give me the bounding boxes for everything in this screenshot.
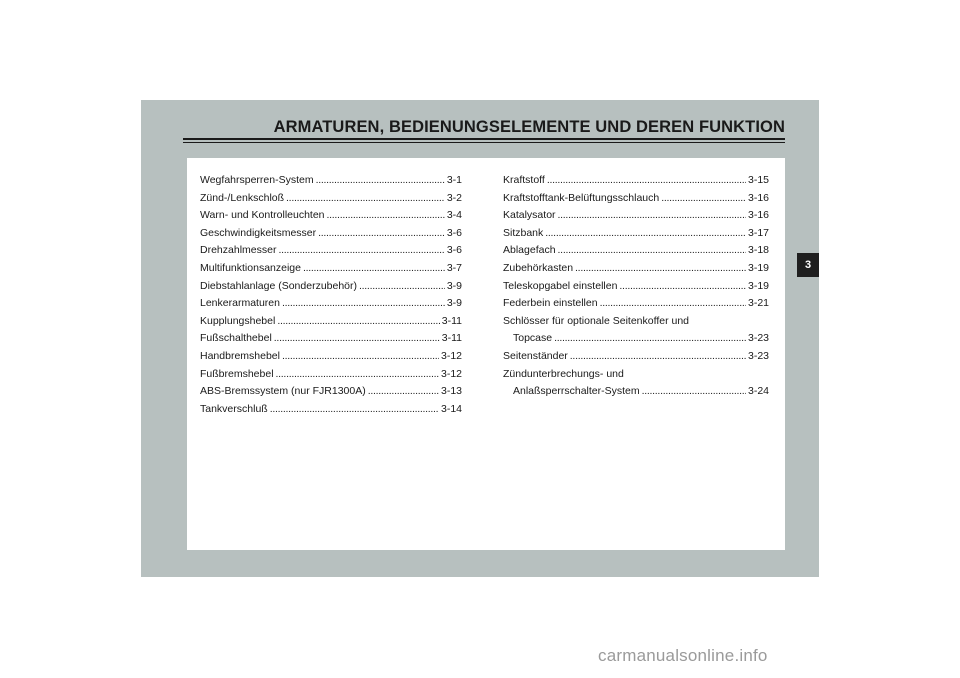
toc-entry[interactable] bbox=[200, 260, 462, 278]
toc-entry[interactable] bbox=[200, 401, 462, 419]
title-rule-thin bbox=[183, 142, 785, 143]
toc-entry-page: 3-4 bbox=[446, 209, 462, 222]
toc-entry[interactable] bbox=[200, 207, 462, 225]
toc-entry-label: Kupplungshebel bbox=[200, 314, 276, 327]
toc-entry-label: Federbein einstellen bbox=[503, 297, 598, 310]
toc-entry-page: 3-12 bbox=[440, 367, 462, 380]
leader-dots bbox=[359, 278, 445, 296]
toc-entry[interactable] bbox=[200, 190, 462, 208]
title-rule bbox=[183, 138, 785, 140]
toc-column-right bbox=[503, 172, 769, 401]
toc-entry[interactable] bbox=[200, 172, 462, 190]
leader-dots bbox=[545, 225, 746, 243]
toc-entry-page: 3-9 bbox=[446, 279, 462, 292]
leader-dots bbox=[270, 401, 439, 419]
toc-entry-label: Multifunktionsanzeige bbox=[200, 261, 301, 274]
toc-entry-label: Teleskopgabel einstellen bbox=[503, 279, 618, 292]
toc-entry[interactable] bbox=[200, 295, 462, 313]
leader-dots bbox=[274, 330, 440, 348]
toc-entry-page: 3-12 bbox=[440, 349, 462, 362]
chapter-title-wrap bbox=[183, 118, 785, 137]
chapter-tab[interactable]: 3 bbox=[797, 253, 819, 277]
watermark-text: carmanualsonline.info bbox=[598, 646, 768, 665]
toc-entry-page: 3-6 bbox=[446, 244, 462, 257]
toc-entry-label-cont: Anlaßsperrschalter-System bbox=[513, 385, 640, 398]
toc-entry[interactable] bbox=[503, 278, 769, 296]
toc-entry-label: Katalysator bbox=[503, 209, 556, 222]
leader-dots bbox=[327, 207, 445, 225]
leader-dots bbox=[368, 383, 439, 401]
leader-dots bbox=[277, 313, 439, 331]
leader-dots bbox=[619, 278, 746, 296]
toc-entry[interactable] bbox=[503, 366, 769, 401]
toc-entry-page: 3-7 bbox=[446, 261, 462, 274]
leader-dots bbox=[282, 348, 439, 366]
toc-entry-page: 3-11 bbox=[441, 314, 462, 327]
toc-entry-page: 3-2 bbox=[446, 191, 462, 204]
toc-entry-label: Tankverschluß bbox=[200, 402, 268, 415]
toc-entry-label: Zünd-/Lenkschloß bbox=[200, 191, 285, 204]
toc-entry-label: Diebstahlanlage (Sonderzubehör) bbox=[200, 279, 358, 292]
toc-entry[interactable] bbox=[503, 172, 769, 190]
toc-entry-page: 3-1 bbox=[446, 174, 462, 186]
toc-entry-label: ABS-Bremssystem (nur FJR1300A) bbox=[200, 385, 366, 398]
toc-entry-page: 3-21 bbox=[747, 297, 769, 310]
toc-entry-page: 3-11 bbox=[441, 332, 462, 345]
toc-entry-page: 3-13 bbox=[440, 385, 462, 398]
toc-entry-label: Warn- und Kontrolleuchten bbox=[200, 209, 325, 222]
leader-dots bbox=[558, 207, 746, 225]
leader-dots bbox=[316, 172, 445, 190]
toc-entry-page: 3-16 bbox=[747, 191, 769, 204]
chapter-title: ARMATUREN, BEDIENUNGSELEMENTE UND DEREN FUNKTION bbox=[273, 118, 785, 136]
leader-dots bbox=[276, 366, 439, 384]
toc-column-left bbox=[200, 172, 462, 418]
toc-entry[interactable] bbox=[503, 313, 769, 348]
leader-dots bbox=[318, 225, 445, 243]
toc-entry[interactable] bbox=[503, 225, 769, 243]
toc-entry-label: Drehzahlmesser bbox=[200, 244, 277, 257]
toc-entry-page: 3-19 bbox=[747, 261, 769, 274]
leader-dots bbox=[570, 348, 746, 366]
toc-entry[interactable] bbox=[200, 348, 462, 366]
toc-entry-label-cont: Topcase bbox=[513, 332, 553, 345]
leader-dots bbox=[600, 295, 746, 313]
toc-entry[interactable] bbox=[503, 207, 769, 225]
toc-entry-label: Seitenständer bbox=[503, 349, 568, 362]
toc-entry-page: 3-19 bbox=[747, 279, 769, 292]
toc-entry-page: 3-18 bbox=[747, 244, 769, 257]
toc-entry[interactable] bbox=[503, 295, 769, 313]
leader-dots bbox=[575, 260, 746, 278]
toc-panel bbox=[187, 158, 785, 550]
leader-dots bbox=[642, 383, 746, 401]
toc-entry-page: 3-23 bbox=[747, 349, 769, 362]
toc-entry-page: 3-6 bbox=[446, 226, 462, 239]
toc-entry-label: Fußbremshebel bbox=[200, 367, 274, 380]
leader-dots bbox=[547, 172, 746, 190]
toc-entry[interactable] bbox=[200, 225, 462, 243]
leader-dots bbox=[286, 190, 445, 208]
toc-entry-page: 3-17 bbox=[747, 226, 769, 239]
leader-dots bbox=[661, 190, 746, 208]
toc-entry[interactable] bbox=[503, 190, 769, 208]
toc-entry-label: Handbremshebel bbox=[200, 349, 280, 362]
toc-entry-label: Zündunterbrechungs- und bbox=[503, 367, 624, 380]
toc-entry-label: Kraftstoff bbox=[503, 174, 545, 186]
toc-entry[interactable] bbox=[200, 313, 462, 331]
toc-entry[interactable] bbox=[200, 383, 462, 401]
toc-entry-label: Zubehörkasten bbox=[503, 261, 574, 274]
toc-entry[interactable] bbox=[200, 242, 462, 260]
toc-entry[interactable] bbox=[503, 260, 769, 278]
toc-entry-label: Wegfahrsperren-System bbox=[200, 174, 314, 186]
toc-entry-page: 3-14 bbox=[440, 402, 462, 415]
toc-entry-label: Lenkerarmaturen bbox=[200, 297, 280, 310]
leader-dots bbox=[282, 295, 445, 313]
toc-entry-label: Schlösser für optionale Seitenkoffer und bbox=[503, 314, 690, 327]
toc-entry-page: 3-15 bbox=[747, 174, 769, 186]
toc-entry-page: 3-24 bbox=[747, 385, 769, 398]
leader-dots bbox=[303, 260, 445, 278]
toc-entry-label: Kraftstofftank-Belüftungsschlauch bbox=[503, 191, 660, 204]
toc-entry[interactable] bbox=[200, 330, 462, 348]
toc-entry[interactable] bbox=[200, 278, 462, 296]
toc-entry-page: 3-16 bbox=[747, 209, 769, 222]
toc-entry[interactable] bbox=[200, 366, 462, 384]
toc-entry-page: 3-23 bbox=[747, 332, 769, 345]
toc-entry-label: Geschwindigkeitsmesser bbox=[200, 226, 317, 239]
toc-entry[interactable] bbox=[503, 348, 769, 366]
toc-entry[interactable] bbox=[503, 242, 769, 260]
toc-entry-label: Ablagefach bbox=[503, 244, 556, 257]
toc-entry-page: 3-9 bbox=[446, 297, 462, 310]
leader-dots bbox=[554, 330, 746, 348]
leader-dots bbox=[558, 242, 746, 260]
toc-entry-label: Sitzbank bbox=[503, 226, 544, 239]
leader-dots bbox=[278, 242, 444, 260]
toc-entry-label: Fußschalthebel bbox=[200, 332, 272, 345]
